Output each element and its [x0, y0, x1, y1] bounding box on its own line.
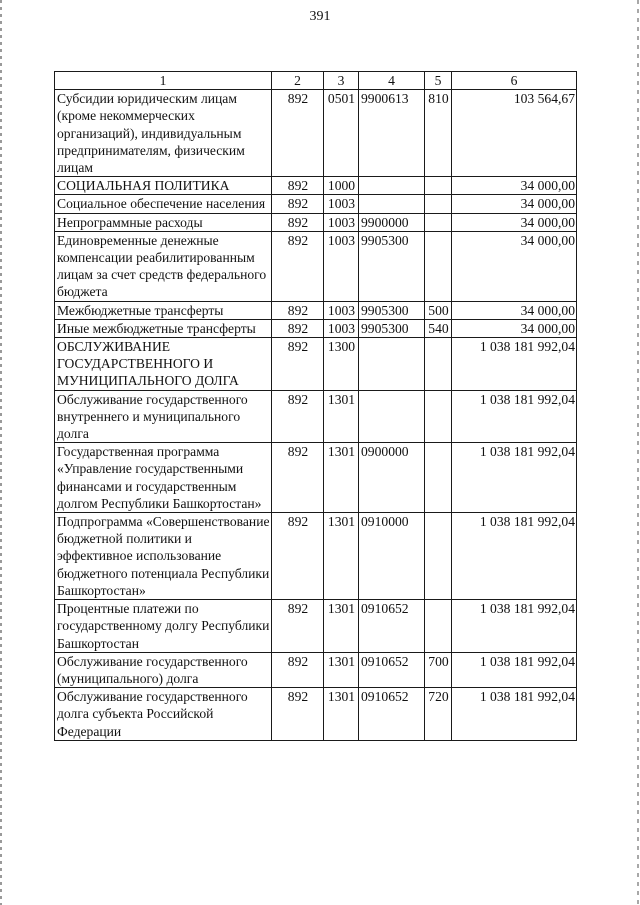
- row-name: Подпрограмма «Совершенствование бюджетной политики и эффективное использование бюджетного потенциала Республики Башкортостан»: [55, 513, 272, 600]
- page-number: 391: [309, 9, 331, 24]
- table-row: [55, 652, 577, 687]
- row-code: 892: [272, 338, 324, 391]
- row-target: 0910652: [359, 600, 425, 653]
- row-code: 892: [272, 652, 324, 687]
- row-target: [359, 195, 425, 213]
- row-name: СОЦИАЛЬНАЯ ПОЛИТИКА: [55, 177, 272, 195]
- row-section: 1301: [324, 513, 359, 600]
- row-type: [425, 177, 452, 195]
- table-row: [55, 301, 577, 319]
- row-amount: 103 564,67: [452, 90, 577, 177]
- budget-table: [54, 71, 577, 741]
- row-amount: 34 000,00: [452, 195, 577, 213]
- row-amount: 34 000,00: [452, 301, 577, 319]
- row-type: 700: [425, 652, 452, 687]
- row-target: [359, 177, 425, 195]
- row-name: Непрограммные расходы: [55, 213, 272, 231]
- row-section: 1003: [324, 301, 359, 319]
- row-target: [359, 338, 425, 391]
- row-target: 0900000: [359, 443, 425, 513]
- row-amount: 1 038 181 992,04: [452, 513, 577, 600]
- row-type: [425, 390, 452, 443]
- row-amount: 1 038 181 992,04: [452, 338, 577, 391]
- row-code: 892: [272, 177, 324, 195]
- row-type: 540: [425, 319, 452, 337]
- row-section: 1003: [324, 319, 359, 337]
- row-type: [425, 513, 452, 600]
- scan-edge-right: [637, 0, 639, 905]
- table-row: [55, 90, 577, 177]
- table-row: [55, 688, 577, 741]
- row-name: Социальное обеспечение населения: [55, 195, 272, 213]
- row-target: 0910652: [359, 688, 425, 741]
- row-code: 892: [272, 688, 324, 741]
- table-row: [55, 213, 577, 231]
- row-name: Обслуживание государственного долга субъекта Российской Федерации: [55, 688, 272, 741]
- row-target: 9905300: [359, 301, 425, 319]
- row-type: [425, 195, 452, 213]
- row-name: Государственная программа «Управление государственными финансами и государственным долгом Республики Башкортостан»: [55, 443, 272, 513]
- row-amount: 34 000,00: [452, 213, 577, 231]
- row-name: Межбюджетные трансферты: [55, 301, 272, 319]
- header-col-1: 1: [55, 72, 272, 90]
- row-target: 9905300: [359, 231, 425, 301]
- table-row: [55, 600, 577, 653]
- row-code: 892: [272, 319, 324, 337]
- row-target: 0910652: [359, 652, 425, 687]
- scan-edge-left: [0, 0, 2, 905]
- row-type: 720: [425, 688, 452, 741]
- row-section: 1301: [324, 600, 359, 653]
- row-amount: 1 038 181 992,04: [452, 600, 577, 653]
- table-row: [55, 443, 577, 513]
- row-section: 1000: [324, 177, 359, 195]
- row-section: 1301: [324, 390, 359, 443]
- row-target: 9905300: [359, 319, 425, 337]
- row-section: 1301: [324, 688, 359, 741]
- table-row: [55, 195, 577, 213]
- table-row: [55, 338, 577, 391]
- row-amount: 34 000,00: [452, 231, 577, 301]
- row-section: 1003: [324, 231, 359, 301]
- row-amount: 34 000,00: [452, 319, 577, 337]
- header-col-2: 2: [272, 72, 324, 90]
- table-header-row: [55, 72, 577, 90]
- row-name: Обслуживание государственного (муниципального) долга: [55, 652, 272, 687]
- row-code: 892: [272, 213, 324, 231]
- row-section: 1301: [324, 652, 359, 687]
- row-type: 810: [425, 90, 452, 177]
- row-type: [425, 213, 452, 231]
- table-row: [55, 231, 577, 301]
- row-name: Единовременные денежные компенсации реабилитированным лицам за счет средств федерального бюджета: [55, 231, 272, 301]
- row-amount: 1 038 181 992,04: [452, 652, 577, 687]
- row-name: ОБСЛУЖИВАНИЕ ГОСУДАРСТВЕННОГО И МУНИЦИПАЛЬНОГО ДОЛГА: [55, 338, 272, 391]
- row-name: Обслуживание государственного внутреннего и муниципального долга: [55, 390, 272, 443]
- row-code: 892: [272, 231, 324, 301]
- row-section: 1003: [324, 213, 359, 231]
- row-type: 500: [425, 301, 452, 319]
- row-code: 892: [272, 90, 324, 177]
- header-col-6: 6: [452, 72, 577, 90]
- header-col-5: 5: [425, 72, 452, 90]
- row-amount: 1 038 181 992,04: [452, 390, 577, 443]
- row-section: 1300: [324, 338, 359, 391]
- row-code: 892: [272, 195, 324, 213]
- table-row: [55, 177, 577, 195]
- row-target: 9900000: [359, 213, 425, 231]
- row-type: [425, 600, 452, 653]
- table-row: [55, 390, 577, 443]
- row-name: Процентные платежи по государственному долгу Республики Башкортостан: [55, 600, 272, 653]
- row-target: 9900613: [359, 90, 425, 177]
- header-col-3: 3: [324, 72, 359, 90]
- row-code: 892: [272, 513, 324, 600]
- row-code: 892: [272, 301, 324, 319]
- row-code: 892: [272, 390, 324, 443]
- row-type: [425, 443, 452, 513]
- row-amount: 1 038 181 992,04: [452, 688, 577, 741]
- header-col-4: 4: [359, 72, 425, 90]
- row-section: 1301: [324, 443, 359, 513]
- row-amount: 34 000,00: [452, 177, 577, 195]
- row-type: [425, 338, 452, 391]
- table-row: [55, 319, 577, 337]
- row-target: 0910000: [359, 513, 425, 600]
- row-name: Субсидии юридическим лицам (кроме некоммерческих организаций), индивидуальным предпринимателям, физическим лицам: [55, 90, 272, 177]
- table-row: [55, 513, 577, 600]
- row-name: Иные межбюджетные трансферты: [55, 319, 272, 337]
- row-code: 892: [272, 600, 324, 653]
- row-section: 0501: [324, 90, 359, 177]
- row-type: [425, 231, 452, 301]
- row-code: 892: [272, 443, 324, 513]
- row-amount: 1 038 181 992,04: [452, 443, 577, 513]
- row-section: 1003: [324, 195, 359, 213]
- row-target: [359, 390, 425, 443]
